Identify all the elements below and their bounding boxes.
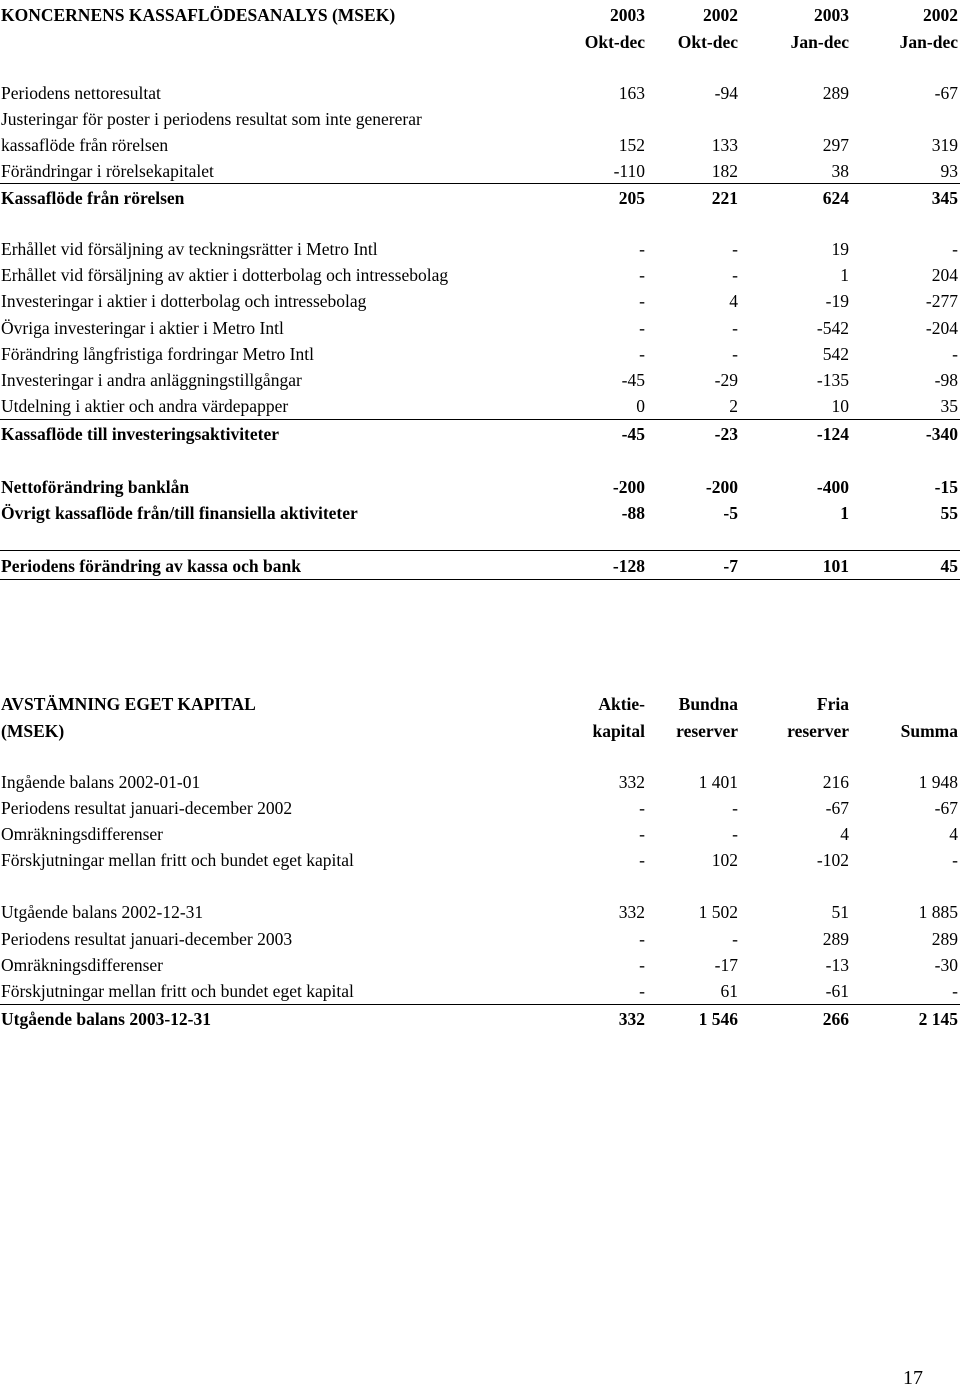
row-value: 0 xyxy=(636,396,645,416)
column-header: Aktie- xyxy=(598,694,645,714)
row-label: Erhållet vid försäljning av aktier i dotterbolag och intressebolag xyxy=(1,265,449,285)
row-value: -135 xyxy=(816,370,849,390)
row-label: Utdelning i aktier och andra värdepapper xyxy=(1,396,289,416)
row-value: - xyxy=(639,824,645,844)
row-label: Kassaflöde från rörelsen xyxy=(1,188,185,208)
subtotal-row xyxy=(0,421,960,447)
row-value: -45 xyxy=(621,424,645,444)
row-label: Periodens resultat januari-december 2003 xyxy=(1,929,293,949)
row-value: 10 xyxy=(831,396,849,416)
row-value: - xyxy=(639,318,645,338)
row-value: 221 xyxy=(711,188,738,208)
table-row xyxy=(0,262,960,288)
row-value: 542 xyxy=(822,344,849,364)
row-label: Erhållet vid försäljning av teckningsrätter i Metro Intl xyxy=(1,239,378,259)
table-row xyxy=(0,978,960,1004)
row-value: 332 xyxy=(618,1009,645,1029)
row-label: Förskjutningar mellan fritt och bundet eget kapital xyxy=(1,981,354,1001)
column-period: Okt-dec xyxy=(584,32,645,52)
row-value: 35 xyxy=(940,396,958,416)
row-value: - xyxy=(639,798,645,818)
row-value: 2 xyxy=(729,396,738,416)
row-value: 289 xyxy=(822,83,849,103)
row-value: 2 145 xyxy=(918,1009,958,1029)
row-label: Omräkningsdifferenser xyxy=(1,955,163,975)
row-value: 55 xyxy=(940,503,958,523)
row-value: -400 xyxy=(816,477,849,497)
row-value: - xyxy=(732,824,738,844)
table-row xyxy=(0,106,960,132)
row-value: - xyxy=(732,239,738,259)
row-value: - xyxy=(952,850,958,870)
row-value: - xyxy=(639,239,645,259)
row-value: -98 xyxy=(934,370,958,390)
divider xyxy=(0,419,960,420)
column-year: 2003 xyxy=(814,5,849,25)
table-row xyxy=(0,315,960,341)
cashflow-title: KONCERNENS KASSAFLÖDESANALYS (MSEK) xyxy=(1,5,396,25)
column-header: Fria xyxy=(816,694,849,714)
total-row xyxy=(0,1006,960,1032)
row-value: -200 xyxy=(705,477,738,497)
row-label: Periodens förändring av kassa och bank xyxy=(1,556,301,576)
row-value: - xyxy=(639,291,645,311)
row-label: Investeringar i aktier i dotterbolag och intressebolag xyxy=(1,291,367,311)
row-label: Nettoförändring banklån xyxy=(1,477,190,497)
row-label: Övriga investeringar i aktier i Metro Intl xyxy=(1,318,284,338)
table-row xyxy=(0,952,960,978)
row-value: - xyxy=(639,955,645,975)
row-value: 216 xyxy=(822,772,849,792)
row-value: - xyxy=(639,929,645,949)
column-year: 2003 xyxy=(610,5,645,25)
row-label: Periodens nettoresultat xyxy=(1,83,161,103)
row-label: Förskjutningar mellan fritt och bundet eget kapital xyxy=(1,850,354,870)
row-value: 297 xyxy=(822,135,849,155)
table-row xyxy=(0,899,960,925)
row-value: 38 xyxy=(831,161,849,181)
row-value: 19 xyxy=(831,239,849,259)
row-value: 624 xyxy=(822,188,849,208)
row-value: 163 xyxy=(618,83,645,103)
row-value: -200 xyxy=(612,477,645,497)
row-value: 1 546 xyxy=(698,1009,738,1029)
cashflow-header-years xyxy=(0,2,960,28)
table-row xyxy=(0,795,960,821)
row-label: Utgående balans 2002-12-31 xyxy=(1,902,204,922)
row-value: -110 xyxy=(613,161,645,181)
table-row xyxy=(0,80,960,106)
row-value: 133 xyxy=(711,135,738,155)
table-row xyxy=(0,474,960,500)
row-value: - xyxy=(732,344,738,364)
column-period: Jan-dec xyxy=(899,32,958,52)
row-value: -67 xyxy=(934,83,958,103)
column-year: 2002 xyxy=(703,5,738,25)
column-header: reserver xyxy=(787,721,849,741)
row-value: 1 401 xyxy=(698,772,738,792)
row-label: Förändring långfristiga fordringar Metro Intl xyxy=(1,344,314,364)
row-value: -277 xyxy=(925,291,958,311)
row-value: 205 xyxy=(618,188,645,208)
row-value: 289 xyxy=(931,929,958,949)
row-value: -23 xyxy=(714,424,738,444)
column-header: Bundna xyxy=(678,694,738,714)
table-row xyxy=(0,158,960,184)
divider xyxy=(0,579,960,580)
row-value: 1 948 xyxy=(918,772,958,792)
row-value: 332 xyxy=(618,772,645,792)
row-value: - xyxy=(952,239,958,259)
table-row xyxy=(0,132,960,158)
row-value: 61 xyxy=(720,981,738,1001)
row-value: -128 xyxy=(612,556,645,576)
row-value: 152 xyxy=(618,135,645,155)
table-row xyxy=(0,821,960,847)
row-value: 4 xyxy=(840,824,849,844)
row-value: 4 xyxy=(729,291,738,311)
row-label: Justeringar för poster i periodens resultat som inte genererar xyxy=(1,109,422,129)
table-row xyxy=(0,926,960,952)
row-value: -124 xyxy=(816,424,849,444)
row-value: 1 xyxy=(840,265,849,285)
total-row xyxy=(0,553,960,579)
row-value: - xyxy=(732,318,738,338)
row-value: - xyxy=(952,981,958,1001)
column-year: 2002 xyxy=(923,5,958,25)
row-value: 332 xyxy=(618,902,645,922)
row-value: -204 xyxy=(925,318,958,338)
equity-title: AVSTÄMNING EGET KAPITAL xyxy=(1,694,256,714)
row-value: 45 xyxy=(940,556,958,576)
row-value: 266 xyxy=(822,1009,849,1029)
row-value: -17 xyxy=(714,955,738,975)
row-label: Kassaflöde till investeringsaktiviteter xyxy=(1,424,280,444)
divider xyxy=(0,183,960,184)
table-row xyxy=(0,341,960,367)
row-value: 4 xyxy=(949,824,958,844)
column-period: Jan-dec xyxy=(790,32,849,52)
row-value: 51 xyxy=(831,902,849,922)
row-value: 182 xyxy=(711,161,738,181)
row-value: -542 xyxy=(816,318,849,338)
row-value: 101 xyxy=(822,556,849,576)
table-row xyxy=(0,393,960,419)
divider xyxy=(0,1004,960,1005)
column-header: kapital xyxy=(592,721,645,741)
equity-subtitle: (MSEK) xyxy=(1,721,65,741)
row-value: - xyxy=(639,344,645,364)
row-label: kassaflöde från rörelsen xyxy=(1,135,169,155)
row-value: -19 xyxy=(825,291,849,311)
subtotal-row xyxy=(0,185,960,211)
row-label: Investeringar i andra anläggningstillgångar xyxy=(1,370,302,390)
row-label: Periodens resultat januari-december 2002 xyxy=(1,798,293,818)
row-value: 204 xyxy=(931,265,958,285)
row-value: -5 xyxy=(723,503,738,523)
row-value: -13 xyxy=(825,955,849,975)
row-value: - xyxy=(639,981,645,1001)
equity-header-line1 xyxy=(0,691,960,717)
table-row xyxy=(0,847,960,873)
column-header: reserver xyxy=(676,721,738,741)
row-value: -94 xyxy=(714,83,738,103)
row-value: -30 xyxy=(934,955,958,975)
row-label: Utgående balans 2003-12-31 xyxy=(1,1009,212,1029)
row-value: 1 502 xyxy=(698,902,738,922)
divider xyxy=(0,550,960,551)
row-value: 345 xyxy=(931,188,958,208)
column-period: Okt-dec xyxy=(677,32,738,52)
row-value: -29 xyxy=(714,370,738,390)
column-header: Summa xyxy=(900,721,958,741)
row-value: -67 xyxy=(825,798,849,818)
row-value: - xyxy=(639,265,645,285)
table-row xyxy=(0,769,960,795)
row-label: Övrigt kassaflöde från/till finansiella aktiviteter xyxy=(1,503,358,523)
row-value: 102 xyxy=(711,850,738,870)
row-value: - xyxy=(732,798,738,818)
row-value: -67 xyxy=(934,798,958,818)
row-value: - xyxy=(732,265,738,285)
row-value: 93 xyxy=(940,161,958,181)
row-label: Förändringar i rörelsekapitalet xyxy=(1,161,214,181)
page-number: 17 xyxy=(903,1367,923,1389)
row-value: - xyxy=(952,344,958,364)
table-row xyxy=(0,236,960,262)
row-label: Omräkningsdifferenser xyxy=(1,824,163,844)
row-value: 289 xyxy=(822,929,849,949)
table-row xyxy=(0,500,960,526)
row-value: 319 xyxy=(931,135,958,155)
row-value: 1 xyxy=(840,503,849,523)
row-value: -61 xyxy=(825,981,849,1001)
row-value: -102 xyxy=(816,850,849,870)
row-value: - xyxy=(639,850,645,870)
row-value: -88 xyxy=(621,503,645,523)
row-value: 1 885 xyxy=(918,902,958,922)
row-value: -7 xyxy=(723,556,738,576)
cashflow-header-periods xyxy=(0,29,960,55)
row-value: -340 xyxy=(925,424,958,444)
row-value: - xyxy=(732,929,738,949)
row-value: -45 xyxy=(621,370,645,390)
row-label: Ingående balans 2002-01-01 xyxy=(1,772,201,792)
row-value: -15 xyxy=(934,477,958,497)
table-row xyxy=(0,288,960,314)
table-row xyxy=(0,367,960,393)
equity-header-line2 xyxy=(0,718,960,744)
